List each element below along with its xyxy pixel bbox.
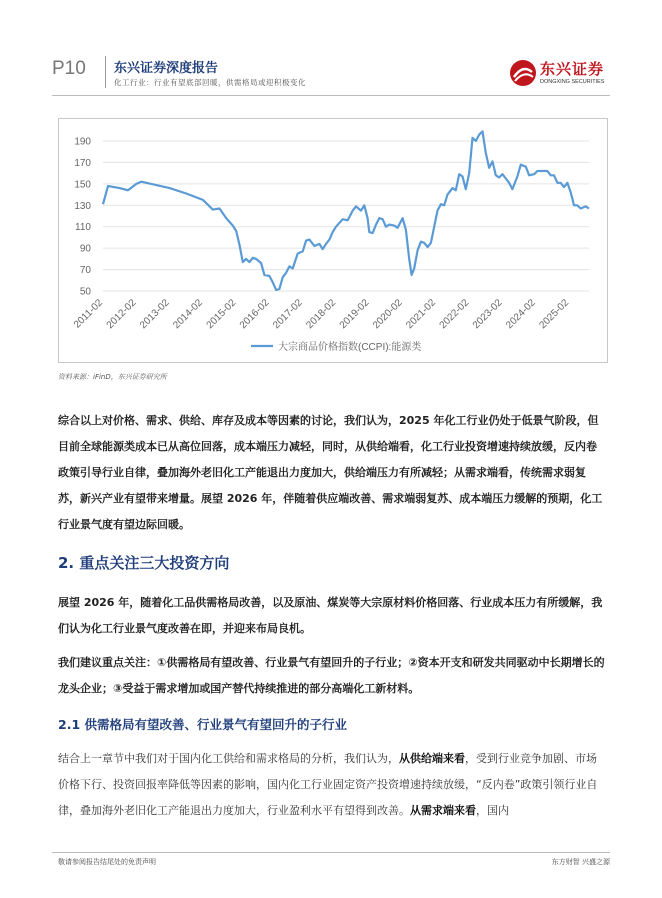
x-tick-label: 2017-02 <box>271 297 305 332</box>
analysis-text-2: ，受到行业竞争加剧、市场价格下行、投资回报率降低等因素的影响，国内化工行业固定资产投资增速持续放缓，“反内卷”政策引领行业自律，叠加海外老旧化工产能退出力度加大，行业盈利水平有望得到改善。 <box>58 752 598 817</box>
x-tick-label: 2012-02 <box>104 297 139 332</box>
y-tick-label: 170 <box>74 157 91 169</box>
analysis-emphasis-demand: 从需求端来看 <box>410 804 476 817</box>
analysis-emphasis-supply: 从供给端来看 <box>399 752 465 765</box>
report-subtitle: 化工行业：行业有望底部回暖，供需格局或迎积极变化 <box>114 78 306 87</box>
y-tick-label: 110 <box>75 222 91 234</box>
header-divider <box>105 56 106 88</box>
logo-text-cn: 东兴证券 <box>540 60 605 78</box>
summary-paragraph: 综合以上对价格、需求、供给、库存及成本等因素的讨论，我们认为，2025 年化工行业仍处于低景气阶段，但目前全球能源类成本已从高位回落，成本端压力减轻，同时，从供给端看，化工行业投资增速持续放缓，反内卷政策引导行业自律，叠加海外老旧化工产能退出力度加大，供给端压力有所减轻；从需求端看，传统需求弱复苏，新兴产业有望带来增量。展望 2026 年，伴随着供应端改善、需求端弱复苏、成本端压力缓解的预期，化工行业景气度有望边际回暖。 <box>58 414 603 531</box>
report-title: 东兴证券深度报告 <box>114 61 219 76</box>
chart-container <box>58 118 608 363</box>
x-tick-label: 2020-02 <box>370 297 405 332</box>
chart-source: 资料来源：iFinD，东兴证券研究所 <box>58 373 167 381</box>
series-line <box>103 131 589 290</box>
x-tick-label: 2016-02 <box>237 297 272 332</box>
x-tick-label: 2011-02 <box>71 297 106 331</box>
y-tick-label: 90 <box>79 243 91 255</box>
outlook-paragraph: 展望 2026 年，随着化工品供需格局改善，以及原油、煤炭等大宗原材料价格回落、行业成本压力有所缓解，我们认为化工行业景气度改善在即，并迎来布局良机。 <box>58 596 603 635</box>
x-tick-label: 2015-02 <box>204 297 239 332</box>
x-tick-label: 2022-02 <box>437 297 472 332</box>
company-logo <box>508 58 614 90</box>
x-tick-label: 2014-02 <box>171 297 205 332</box>
x-tick-label: 2021-02 <box>404 297 438 332</box>
x-tick-label: 2023-02 <box>470 297 505 332</box>
legend-label: 大宗商品价格指数(CCPI):能源类 <box>278 342 422 353</box>
analysis-text-1: 结合上一章节中我们对于国内化工供给和需求格局的分析，我们认为， <box>58 752 399 765</box>
x-tick-label: 2013-02 <box>137 297 172 332</box>
y-tick-label: 50 <box>79 286 91 298</box>
header-rule <box>52 95 610 96</box>
page-number: P10 <box>52 58 86 79</box>
footer-slogan: 东方财智 兴盛之源 <box>551 858 610 866</box>
footer-disclaimer: 敬请参阅报告结尾处的免责声明 <box>58 858 156 866</box>
analysis-paragraph <box>58 746 606 824</box>
y-tick-label: 70 <box>79 265 91 277</box>
x-tick-label: 2024-02 <box>504 297 538 332</box>
logo-emblem-icon <box>508 58 538 88</box>
footer-rule <box>52 852 610 853</box>
y-tick-label: 130 <box>74 200 91 212</box>
analysis-text-3: ，国内 <box>476 804 509 817</box>
suggestion-paragraph: 我们建议重点关注：①供需格局有望改善、行业景气有望回升的子行业；②资本开支和研发共同驱动中长期增长的龙头企业；③受益于需求增加或国产替代持续推进的部分高端化工新材料。 <box>58 656 605 695</box>
x-tick-label: 2018-02 <box>304 297 339 332</box>
y-tick-label: 190 <box>74 136 91 148</box>
subsection-heading: 2.1 供需格局有望改善、行业景气有望回升的子行业 <box>58 717 347 732</box>
logo-text-en: DONGXING SECURITIES <box>540 79 605 85</box>
y-tick-label: 150 <box>74 179 91 191</box>
section-heading: 2. 重点关注三大投资方向 <box>58 554 230 572</box>
x-tick-label: 2019-02 <box>337 297 372 332</box>
line-chart <box>59 119 607 362</box>
x-tick-label: 2025-02 <box>537 297 572 332</box>
